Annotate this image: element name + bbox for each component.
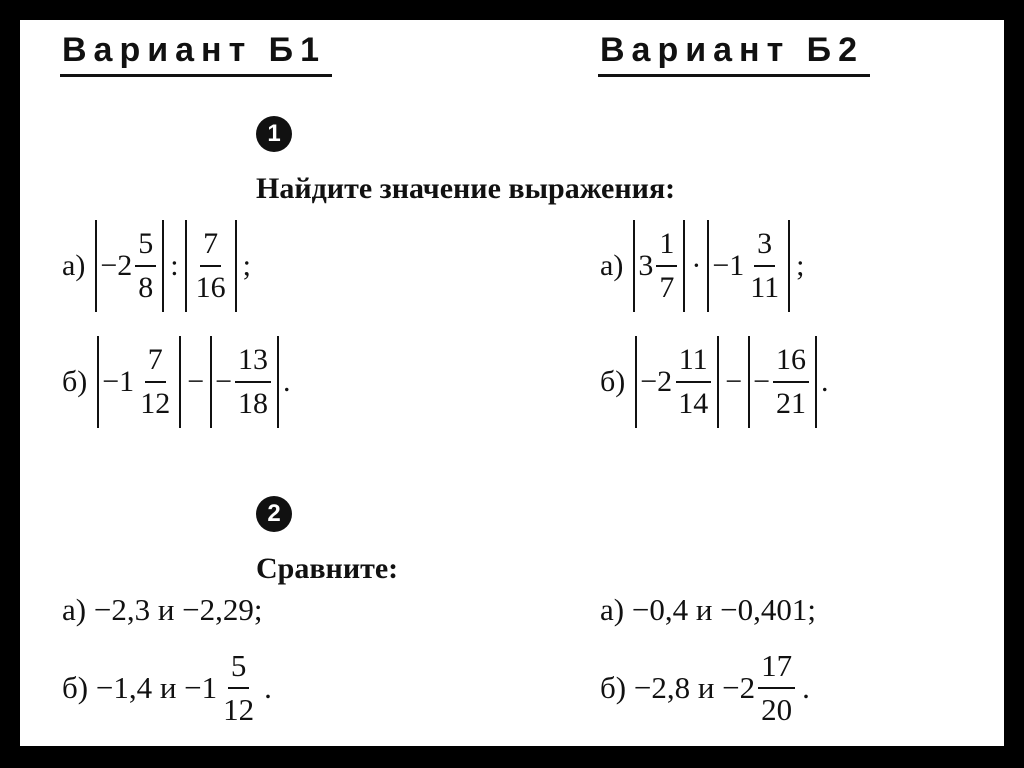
item-label: б)	[600, 365, 626, 398]
sign: −	[215, 365, 233, 398]
task2-heading: Сравните:	[256, 552, 399, 585]
fraction	[235, 342, 271, 422]
compare-text: б) −2,8 и −2	[600, 670, 756, 705]
compare-left-b	[62, 648, 272, 728]
item-label: а)	[600, 249, 624, 282]
numerator: 11	[676, 342, 711, 383]
fraction	[135, 226, 156, 306]
operator: :	[170, 249, 179, 282]
numerator: 7	[145, 342, 166, 383]
whole-part: −2	[100, 249, 133, 282]
whole-part: −1	[712, 249, 745, 282]
absolute-value	[185, 220, 237, 312]
absolute-value	[95, 220, 164, 312]
end-punctuation: .	[802, 670, 810, 705]
task-number-badge: 2	[256, 496, 292, 532]
whole-part: −2	[640, 365, 673, 398]
operator: ·	[691, 249, 702, 282]
absolute-value	[748, 336, 817, 428]
numerator: 17	[758, 648, 795, 689]
denominator: 11	[750, 271, 780, 304]
absolute-value	[210, 336, 279, 428]
absolute-value	[97, 336, 181, 428]
fraction	[656, 226, 677, 306]
denominator: 12	[140, 387, 171, 420]
denominator: 18	[238, 387, 269, 420]
denominator: 14	[678, 387, 709, 420]
compare-right-a: а) −0,4 и −0,401;	[600, 592, 817, 627]
expression-right-b	[600, 336, 829, 428]
fraction	[675, 342, 711, 422]
absolute-value	[633, 220, 685, 312]
absolute-value	[635, 336, 719, 428]
whole-part: 3	[638, 249, 654, 282]
denominator: 16	[195, 271, 226, 304]
compare-text: б) −1,4 и −1	[62, 670, 218, 705]
whole-part: −1	[102, 365, 135, 398]
fraction	[747, 226, 782, 306]
numerator: 1	[656, 226, 677, 267]
item-label: б)	[62, 365, 88, 398]
expression-left-a	[62, 220, 251, 312]
denominator: 21	[776, 387, 807, 420]
fraction	[137, 342, 173, 422]
end-punctuation: .	[264, 670, 272, 705]
end-punctuation: ;	[796, 249, 805, 282]
sign: −	[753, 365, 771, 398]
expression-right-a	[600, 220, 804, 312]
denominator: 8	[138, 271, 154, 304]
numerator: 5	[228, 648, 250, 689]
worksheet	[20, 20, 1004, 746]
end-punctuation: ;	[242, 249, 251, 282]
absolute-value	[707, 220, 790, 312]
numerator: 5	[135, 226, 156, 267]
compare-left-a: а) −2,3 и −2,29;	[62, 592, 263, 627]
operator: −	[187, 365, 205, 398]
fraction	[193, 226, 229, 306]
operator: −	[725, 365, 743, 398]
numerator: 13	[235, 342, 271, 383]
task1-heading: Найдите значение выражения:	[256, 172, 676, 205]
fraction	[758, 648, 795, 728]
expression-left-b	[62, 336, 291, 428]
end-punctuation: .	[283, 365, 291, 398]
numerator: 16	[773, 342, 809, 383]
denominator: 12	[223, 692, 255, 727]
fraction	[773, 342, 809, 422]
numerator: 3	[754, 226, 775, 267]
task-number-badge: 1	[256, 116, 292, 152]
denominator: 7	[659, 271, 675, 304]
numerator: 7	[200, 226, 221, 267]
item-label: а)	[62, 249, 86, 282]
variant-title-right: Вариант Б2	[598, 32, 870, 77]
denominator: 20	[761, 692, 793, 727]
fraction	[220, 648, 257, 728]
end-punctuation: .	[821, 365, 829, 398]
variant-title-left: Вариант Б1	[60, 32, 332, 77]
compare-right-b	[600, 648, 810, 728]
